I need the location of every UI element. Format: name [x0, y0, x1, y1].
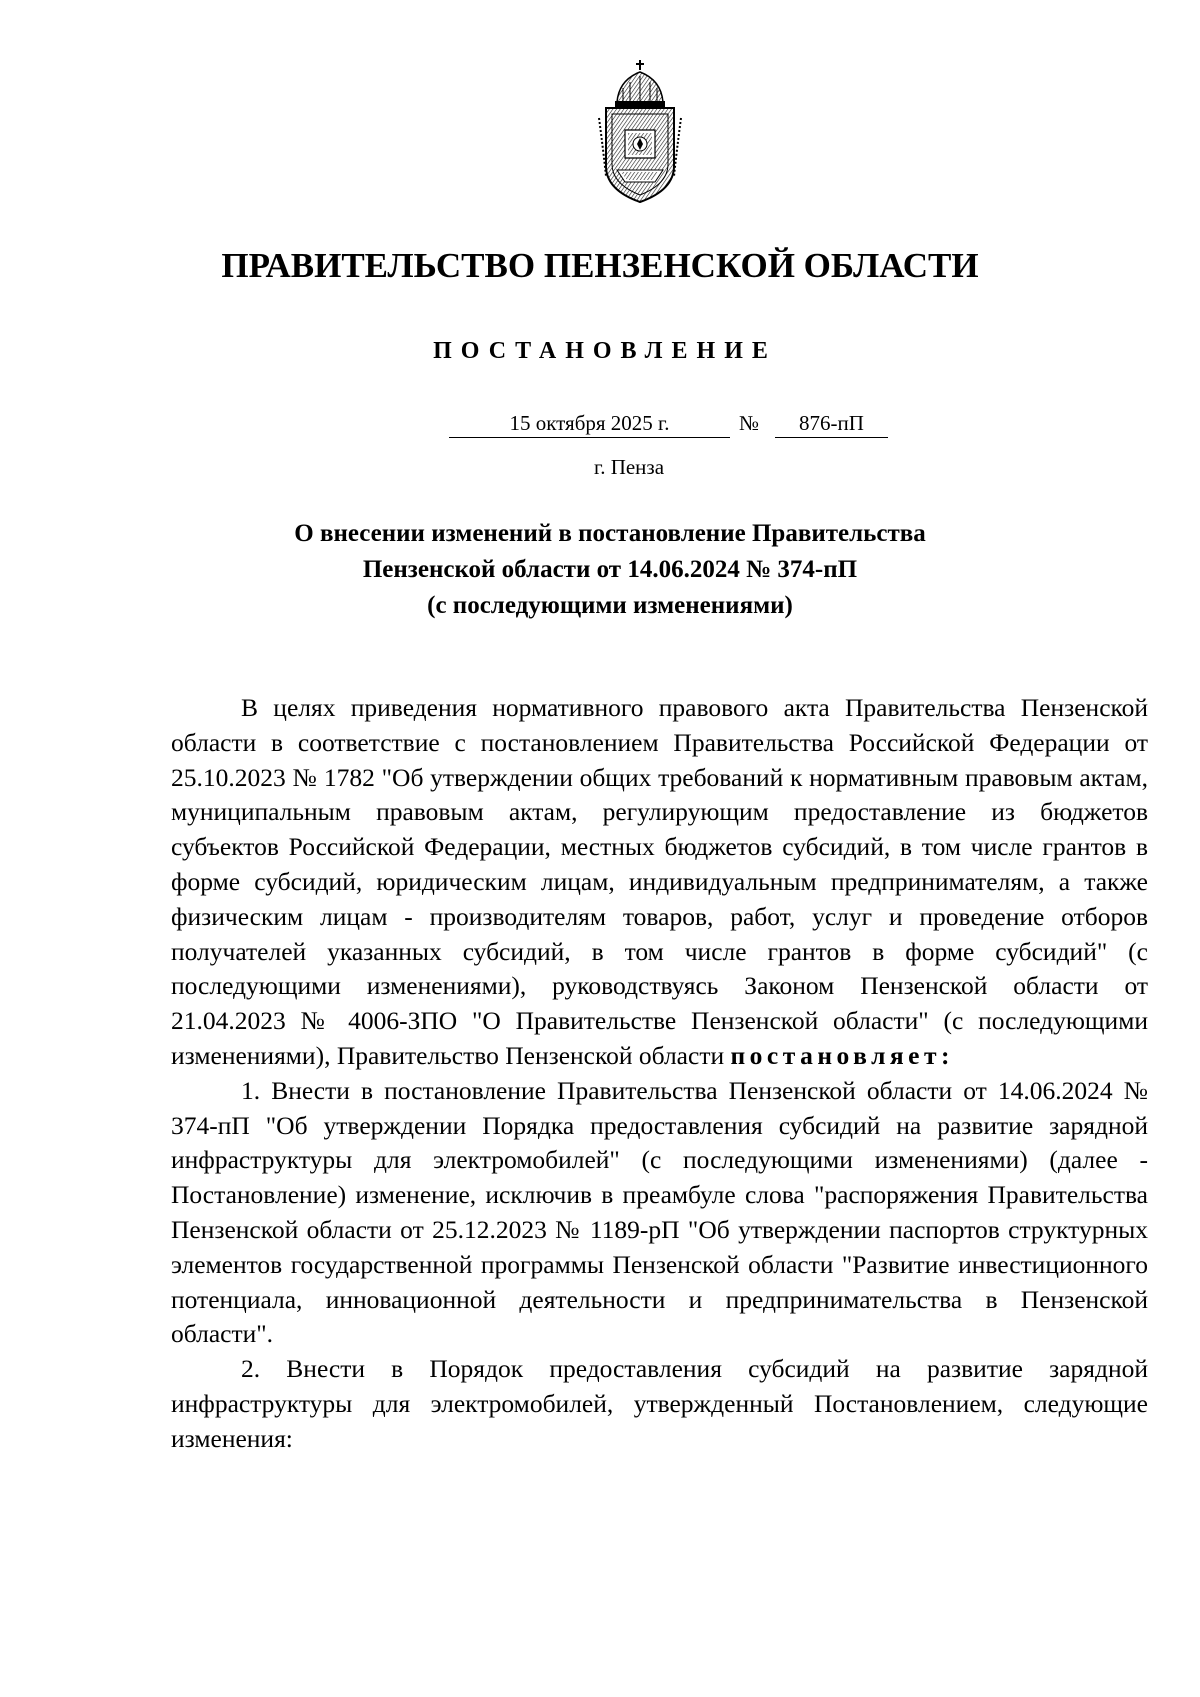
preamble-text: В целях приведения нормативного правового акта Правительства Пензенской области в соответствие с постановлением Правительства Российской Федерации от 25.10.2023 № 1782 "Об утверждении общих требований к нормативным правовым актам, муниципальным правовым актам, регулирующим предоставление из бюджетов субъектов Российской Федерации, местных бюджетов субсидий, в том числе грантов в форме субсидий, юридическим лицам, индивидуальным предпринимателям, а также физическим лицам - производителям товаров, работ, услуг и проведение отборов получателей указанных субсидий, в том числе грантов в форме субсидий" (с последующими изменениями), руководствуясь Законом Пензенской области от 21.04.2023 № 4006-ЗПО "О Правительстве Пензенской области" (с последующими изменениями), Правительство Пензенской области — [171, 693, 1148, 1070]
preamble-paragraph — [171, 691, 1148, 1074]
title-line-2: Пензенской области от 14.06.2024 № 374-пП — [362, 556, 858, 583]
document-date: 15 октября 2025 г. — [449, 410, 730, 438]
number-sign: № — [739, 411, 760, 435]
document-type: ПОСТАНОВЛЕНИЕ — [433, 338, 777, 364]
decree-word: постановляет: — [730, 1040, 955, 1070]
item-2-paragraph: 2. Внести в Порядок предоставления субсидий на развитие зарядной инфраструктуры для электромобилей, утвержденный Постановлением, следующие изменения: — [171, 1354, 1148, 1453]
date-number-line — [449, 410, 900, 440]
government-name: ПРАВИТЕЛЬСТВО ПЕНЗЕНСКОЙ ОБЛАСТИ — [221, 246, 979, 285]
document-number: 876-пП — [775, 410, 888, 438]
title-line-1: О внесении изменений в постановление Правительства — [294, 520, 926, 547]
document-body — [171, 691, 1148, 1457]
item-1-paragraph: 1. Внести в постановление Правительства Пензенской области от 14.06.2024 № 374-пП "Об утверждении Порядка предоставления субсидий на развитие зарядной инфраструктуры для электромобилей" (с последующими изменениями) (далее - Постановление) изменение, исключив в преамбуле слова "распоряжения Правительства Пензенской области от 25.12.2023 № 1189-рП "Об утверждении паспортов структурных элементов государственной программы Пензенской области "Развитие инвестиционного потенциала, инновационной деятельности и предпринимательства в Пензенской области". — [171, 1075, 1148, 1349]
document-title — [250, 516, 970, 624]
title-line-3: (с последующими изменениями) — [427, 592, 793, 619]
coat-of-arms-emblem — [597, 58, 683, 208]
city: г. Пенза — [593, 455, 665, 479]
